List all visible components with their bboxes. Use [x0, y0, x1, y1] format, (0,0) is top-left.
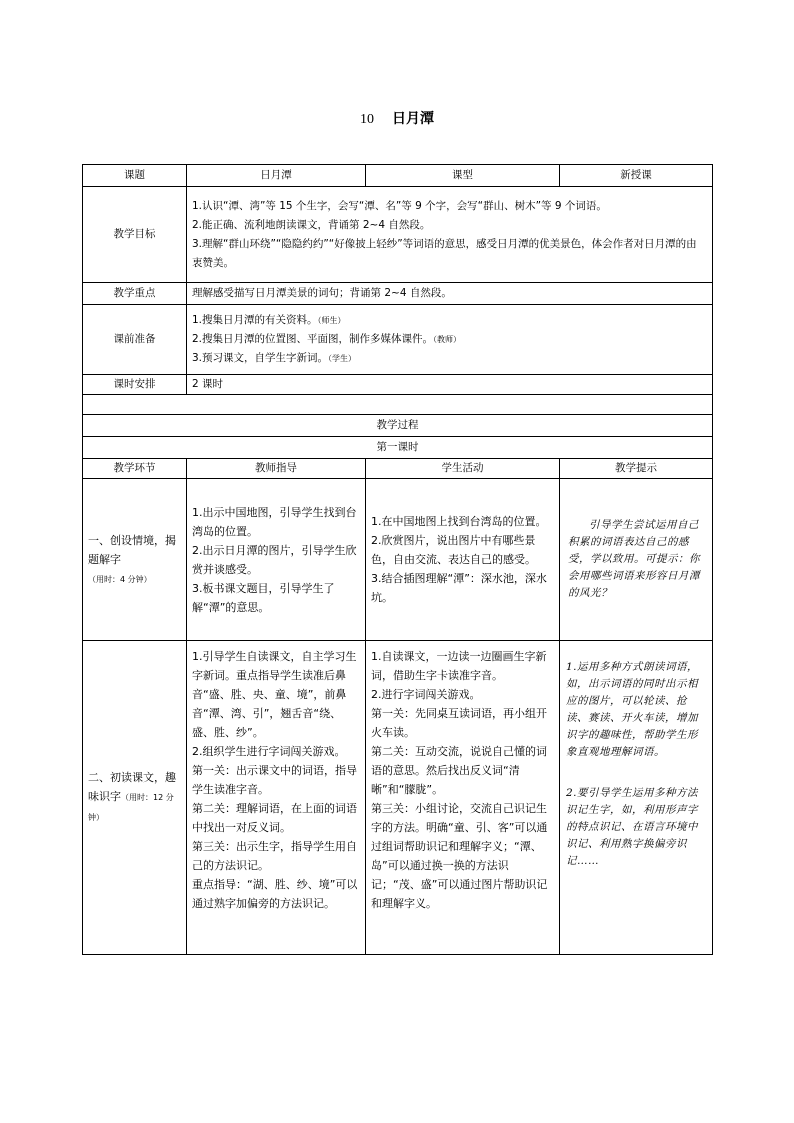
section2-stage	[83, 641, 187, 955]
section1-row	[83, 479, 713, 641]
goal-item: 2.能正确、流利地朗读课文，背诵第 2~4 自然段。	[192, 218, 431, 231]
teacher-step: 1.出示中国地图，引导学生找到台湾岛的位置。	[192, 505, 357, 538]
process-title-row	[83, 415, 713, 437]
goal-item: 3.理解“群山环绕”“隐隐约约”“好像披上轻纱”等词语的意思，感受日月潭的优美景色，体会作者对日月潭的由衷赞美。	[192, 237, 697, 269]
col-student: 学生活动	[366, 459, 560, 479]
focus-label: 教学重点	[83, 283, 187, 305]
header-type-label: 课型	[366, 165, 560, 187]
col-teacher: 教师指导	[187, 459, 366, 479]
section2-student	[366, 641, 560, 955]
teacher-step: 2.组织学生进行字词闯关游戏。	[192, 745, 346, 758]
prep-content	[187, 305, 713, 375]
prep-label: 课前准备	[83, 305, 187, 375]
tip-gap	[566, 761, 706, 785]
prep-item-note: （师生）	[317, 316, 346, 325]
section1-stage-text: 一、创设情境，揭题解字	[88, 533, 176, 566]
teacher-step: 第一关：出示课文中的词语，指导学生读准字音。	[192, 764, 357, 796]
teacher-step: 第三关：出示生字，指导学生用自己的方法识记。	[192, 840, 357, 872]
teacher-step: 2.出示日月潭的图片，引导学生欣赏并谈感受。	[192, 543, 357, 576]
section1-student	[366, 479, 560, 641]
prep-item-text: 3.预习课文，自学生字新词。	[192, 352, 329, 364]
period-title: 第一课时	[83, 437, 713, 459]
spacer-row	[83, 395, 713, 415]
section2-stage-text: 二、初读课文，趣味识字	[88, 771, 176, 803]
goals-row	[83, 187, 713, 283]
tip-item: 1.运用多种方式朗读词语，如，出示词语的同时出示相应的图片，可以轮读、抢读、赛读、开火车读，增加识字的趣味性，帮助学生形象直观地理解词语。	[566, 661, 699, 758]
prep-item-text: 2.搜集日月潭的位置图、平面图，制作多媒体课件。	[192, 333, 434, 345]
section1-stage	[83, 479, 187, 641]
prep-item-note: （学生）	[328, 354, 357, 363]
prep-row	[83, 305, 713, 375]
student-step: 第二关：互动交流，说说自己懂的词语的意思。然后找出反义词“清晰”和“朦胧”。	[371, 745, 547, 796]
prep-item	[192, 330, 707, 349]
lesson-title	[0, 108, 794, 128]
header-row	[83, 165, 713, 187]
header-topic-value: 日月潭	[187, 165, 366, 187]
section1-tip: 引导学生尝试运用自己积累的词语表达自己的感受，学以致用。可提示：你会用哪些词语来形容日月潭的风光？	[560, 479, 713, 641]
section2-row	[83, 641, 713, 955]
process-title: 教学过程	[83, 415, 713, 437]
focus-text: 理解感受描写日月潭美景的词句；背诵第 2~4 自然段。	[187, 283, 713, 305]
hours-label: 课时安排	[83, 375, 187, 395]
prep-item	[192, 349, 707, 368]
teacher-step: 第二关：理解词语，在上面的词语中找出一对反义词。	[192, 802, 357, 834]
section1-teacher	[187, 479, 366, 641]
section2-tips	[560, 641, 713, 955]
lesson-name: 日月潭	[392, 111, 434, 127]
header-topic-label: 课题	[83, 165, 187, 187]
goals-label: 教学目标	[83, 187, 187, 283]
hours-row	[83, 375, 713, 395]
goal-item: 1.认识“潭、湾”等 15 个生字，会写“潭、名”等 9 个字，会写“群山、树木”等 9 个词语。	[192, 199, 607, 212]
prep-item	[192, 311, 707, 330]
teacher-step: 重点指导：“湖、胜、纱、境”可以通过熟字加偏旁的方法识记。	[192, 878, 358, 910]
col-tips: 教学提示	[560, 459, 713, 479]
hours-text: 2 课时	[187, 375, 713, 395]
student-step: 3.结合插图理解“潭”：深水池，深水坑。	[371, 572, 547, 604]
section2-time: （用时：12 分钟）	[88, 793, 174, 822]
student-step: 第三关：小组讨论，交流自己识记生字的方法。明确“童、引、客”可以通过组词帮助识记和理解字义；“潭、岛”可以通过换一换的方法识记；“茂、盛”可以通过图片帮助识记和理解字义。	[371, 802, 548, 910]
prep-item-text: 1.搜集日月潭的有关资料。	[192, 314, 318, 326]
section2-teacher	[187, 641, 366, 955]
prep-item-note: （教师）	[433, 335, 462, 344]
teacher-step: 3.板书课文题目，引导学生了解“潭”的意思。	[192, 581, 335, 614]
columns-row	[83, 459, 713, 479]
tip-item: 2.要引导学生运用多种方法识记生字，如，利用形声字的特点识记、在语言环境中识记、利用熟字换偏旁识记……	[566, 787, 699, 867]
spacer-cell	[83, 395, 713, 415]
student-step: 2.进行字词闯关游戏。	[371, 688, 481, 701]
student-step: 第一关：先同桌互读词语，再小组开火车读。	[371, 707, 547, 739]
goals-content	[187, 187, 713, 283]
section1-time: （用时：4 分钟）	[88, 574, 152, 584]
student-step: 1.自读课文，一边读一边圈画生字新词，借助生字卡读准字音。	[371, 650, 547, 682]
header-type-value: 新授课	[560, 165, 713, 187]
student-step: 2.欣赏图片，说出图片中有哪些景色，自由交流、表达自己的感受。	[371, 534, 536, 566]
lesson-number: 10	[360, 112, 374, 127]
lesson-plan-table	[82, 164, 713, 955]
teacher-step: 1.引导学生自读课文，自主学习生字新词。重点指导学生读准后鼻音“盛、胜、央、童、境”，前鼻音“潭、湾、引”，翘舌音“绕、盛、胜、纱”。	[192, 650, 357, 739]
col-stage: 教学环节	[83, 459, 187, 479]
student-step: 1.在中国地图上找到台湾岛的位置。	[371, 515, 547, 528]
focus-row	[83, 283, 713, 305]
period-row	[83, 437, 713, 459]
